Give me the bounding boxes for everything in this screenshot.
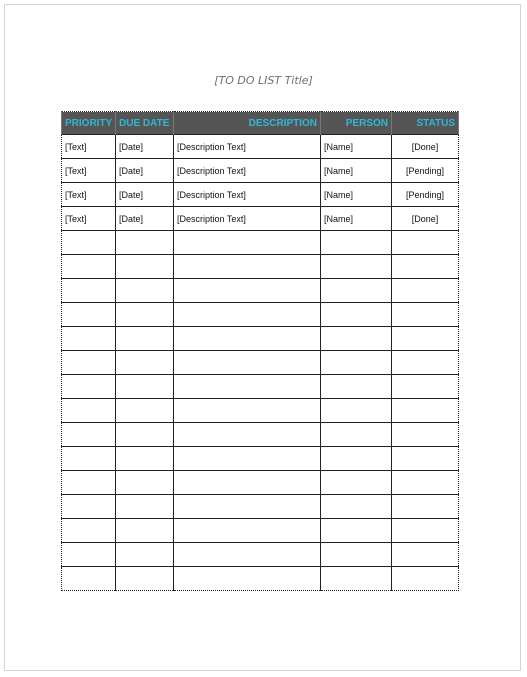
priority-cell[interactable] [62, 543, 116, 567]
header-priority: PRIORITY [62, 112, 116, 135]
empty-table-row [62, 543, 459, 567]
priority-cell[interactable] [62, 495, 116, 519]
due-date-cell[interactable] [116, 495, 174, 519]
priority-cell[interactable] [62, 327, 116, 351]
empty-table-row [62, 231, 459, 255]
empty-table-row [62, 423, 459, 447]
priority-cell[interactable]: [Text] [62, 159, 116, 183]
status-cell[interactable] [392, 327, 459, 351]
description-cell[interactable] [174, 375, 321, 399]
status-cell[interactable] [392, 567, 459, 591]
due-date-cell[interactable] [116, 351, 174, 375]
header-description: DESCRIPTION [174, 112, 321, 135]
empty-table-row [62, 447, 459, 471]
description-cell[interactable] [174, 519, 321, 543]
status-cell[interactable] [392, 351, 459, 375]
status-cell[interactable] [392, 471, 459, 495]
description-cell[interactable] [174, 567, 321, 591]
person-cell[interactable] [321, 495, 392, 519]
priority-cell[interactable] [62, 423, 116, 447]
person-cell[interactable] [321, 255, 392, 279]
due-date-cell[interactable] [116, 519, 174, 543]
due-date-cell[interactable] [116, 279, 174, 303]
description-cell[interactable] [174, 543, 321, 567]
header-status: STATUS [392, 112, 459, 135]
status-cell[interactable] [392, 495, 459, 519]
status-cell[interactable] [392, 447, 459, 471]
priority-cell[interactable]: [Text] [62, 183, 116, 207]
due-date-cell[interactable]: [Date] [116, 135, 174, 159]
person-cell[interactable]: [Name] [321, 183, 392, 207]
priority-cell[interactable] [62, 447, 116, 471]
due-date-cell[interactable] [116, 567, 174, 591]
person-cell[interactable] [321, 519, 392, 543]
person-cell[interactable]: [Name] [321, 207, 392, 231]
due-date-cell[interactable] [116, 255, 174, 279]
table-row [62, 207, 459, 231]
due-date-cell[interactable] [116, 327, 174, 351]
person-cell[interactable] [321, 231, 392, 255]
status-cell[interactable] [392, 279, 459, 303]
description-cell[interactable]: [Description Text] [174, 159, 321, 183]
due-date-cell[interactable]: [Date] [116, 183, 174, 207]
empty-table-row [62, 351, 459, 375]
document-title[interactable]: [TO DO LIST Title] [214, 74, 313, 87]
description-cell[interactable] [174, 351, 321, 375]
due-date-cell[interactable] [116, 375, 174, 399]
person-cell[interactable] [321, 567, 392, 591]
person-cell[interactable] [321, 399, 392, 423]
person-cell[interactable]: [Name] [321, 159, 392, 183]
priority-cell[interactable] [62, 231, 116, 255]
person-cell[interactable] [321, 375, 392, 399]
table-row [62, 135, 459, 159]
due-date-cell[interactable]: [Date] [116, 159, 174, 183]
status-cell[interactable] [392, 303, 459, 327]
status-cell[interactable] [392, 231, 459, 255]
empty-table-row [62, 303, 459, 327]
person-cell[interactable] [321, 327, 392, 351]
status-cell[interactable]: [Pending] [392, 183, 459, 207]
priority-cell[interactable] [62, 255, 116, 279]
description-cell[interactable] [174, 495, 321, 519]
description-cell[interactable] [174, 423, 321, 447]
priority-cell[interactable]: [Text] [62, 207, 116, 231]
person-cell[interactable] [321, 543, 392, 567]
empty-table-row [62, 375, 459, 399]
status-cell[interactable] [392, 255, 459, 279]
person-cell[interactable] [321, 471, 392, 495]
due-date-cell[interactable] [116, 423, 174, 447]
status-cell[interactable] [392, 423, 459, 447]
empty-table-row [62, 567, 459, 591]
due-date-cell[interactable] [116, 399, 174, 423]
person-cell[interactable] [321, 303, 392, 327]
empty-table-row [62, 495, 459, 519]
status-cell[interactable] [392, 543, 459, 567]
status-cell[interactable]: [Done] [392, 135, 459, 159]
description-cell[interactable] [174, 279, 321, 303]
status-cell[interactable]: [Pending] [392, 159, 459, 183]
empty-table-row [62, 399, 459, 423]
person-cell[interactable]: [Name] [321, 135, 392, 159]
description-cell[interactable]: [Description Text] [174, 207, 321, 231]
empty-table-row [62, 279, 459, 303]
due-date-cell[interactable] [116, 303, 174, 327]
priority-cell[interactable] [62, 519, 116, 543]
description-cell[interactable]: [Description Text] [174, 135, 321, 159]
priority-cell[interactable] [62, 303, 116, 327]
person-cell[interactable] [321, 423, 392, 447]
priority-cell[interactable] [62, 375, 116, 399]
status-cell[interactable] [392, 375, 459, 399]
status-cell[interactable] [392, 519, 459, 543]
status-cell[interactable]: [Done] [392, 207, 459, 231]
person-cell[interactable] [321, 351, 392, 375]
empty-table-row [62, 327, 459, 351]
person-cell[interactable] [321, 447, 392, 471]
priority-cell[interactable]: [Text] [62, 135, 116, 159]
description-cell[interactable] [174, 231, 321, 255]
empty-table-row [62, 471, 459, 495]
priority-cell[interactable] [62, 567, 116, 591]
table-header-row [62, 112, 459, 135]
todo-table [61, 111, 459, 591]
priority-cell[interactable] [62, 351, 116, 375]
description-cell[interactable] [174, 399, 321, 423]
due-date-cell[interactable] [116, 471, 174, 495]
table-row [62, 183, 459, 207]
empty-table-row [62, 519, 459, 543]
description-cell[interactable] [174, 471, 321, 495]
status-cell[interactable] [392, 399, 459, 423]
header-due-date: DUE DATE [116, 112, 174, 135]
due-date-cell[interactable] [116, 543, 174, 567]
description-cell[interactable] [174, 327, 321, 351]
person-cell[interactable] [321, 279, 392, 303]
header-person: PERSON [321, 112, 392, 135]
description-cell[interactable] [174, 255, 321, 279]
due-date-cell[interactable] [116, 447, 174, 471]
description-cell[interactable] [174, 447, 321, 471]
due-date-cell[interactable] [116, 231, 174, 255]
priority-cell[interactable] [62, 279, 116, 303]
priority-cell[interactable] [62, 471, 116, 495]
priority-cell[interactable] [62, 399, 116, 423]
due-date-cell[interactable]: [Date] [116, 207, 174, 231]
description-cell[interactable]: [Description Text] [174, 183, 321, 207]
empty-table-row [62, 255, 459, 279]
description-cell[interactable] [174, 303, 321, 327]
table-row [62, 159, 459, 183]
